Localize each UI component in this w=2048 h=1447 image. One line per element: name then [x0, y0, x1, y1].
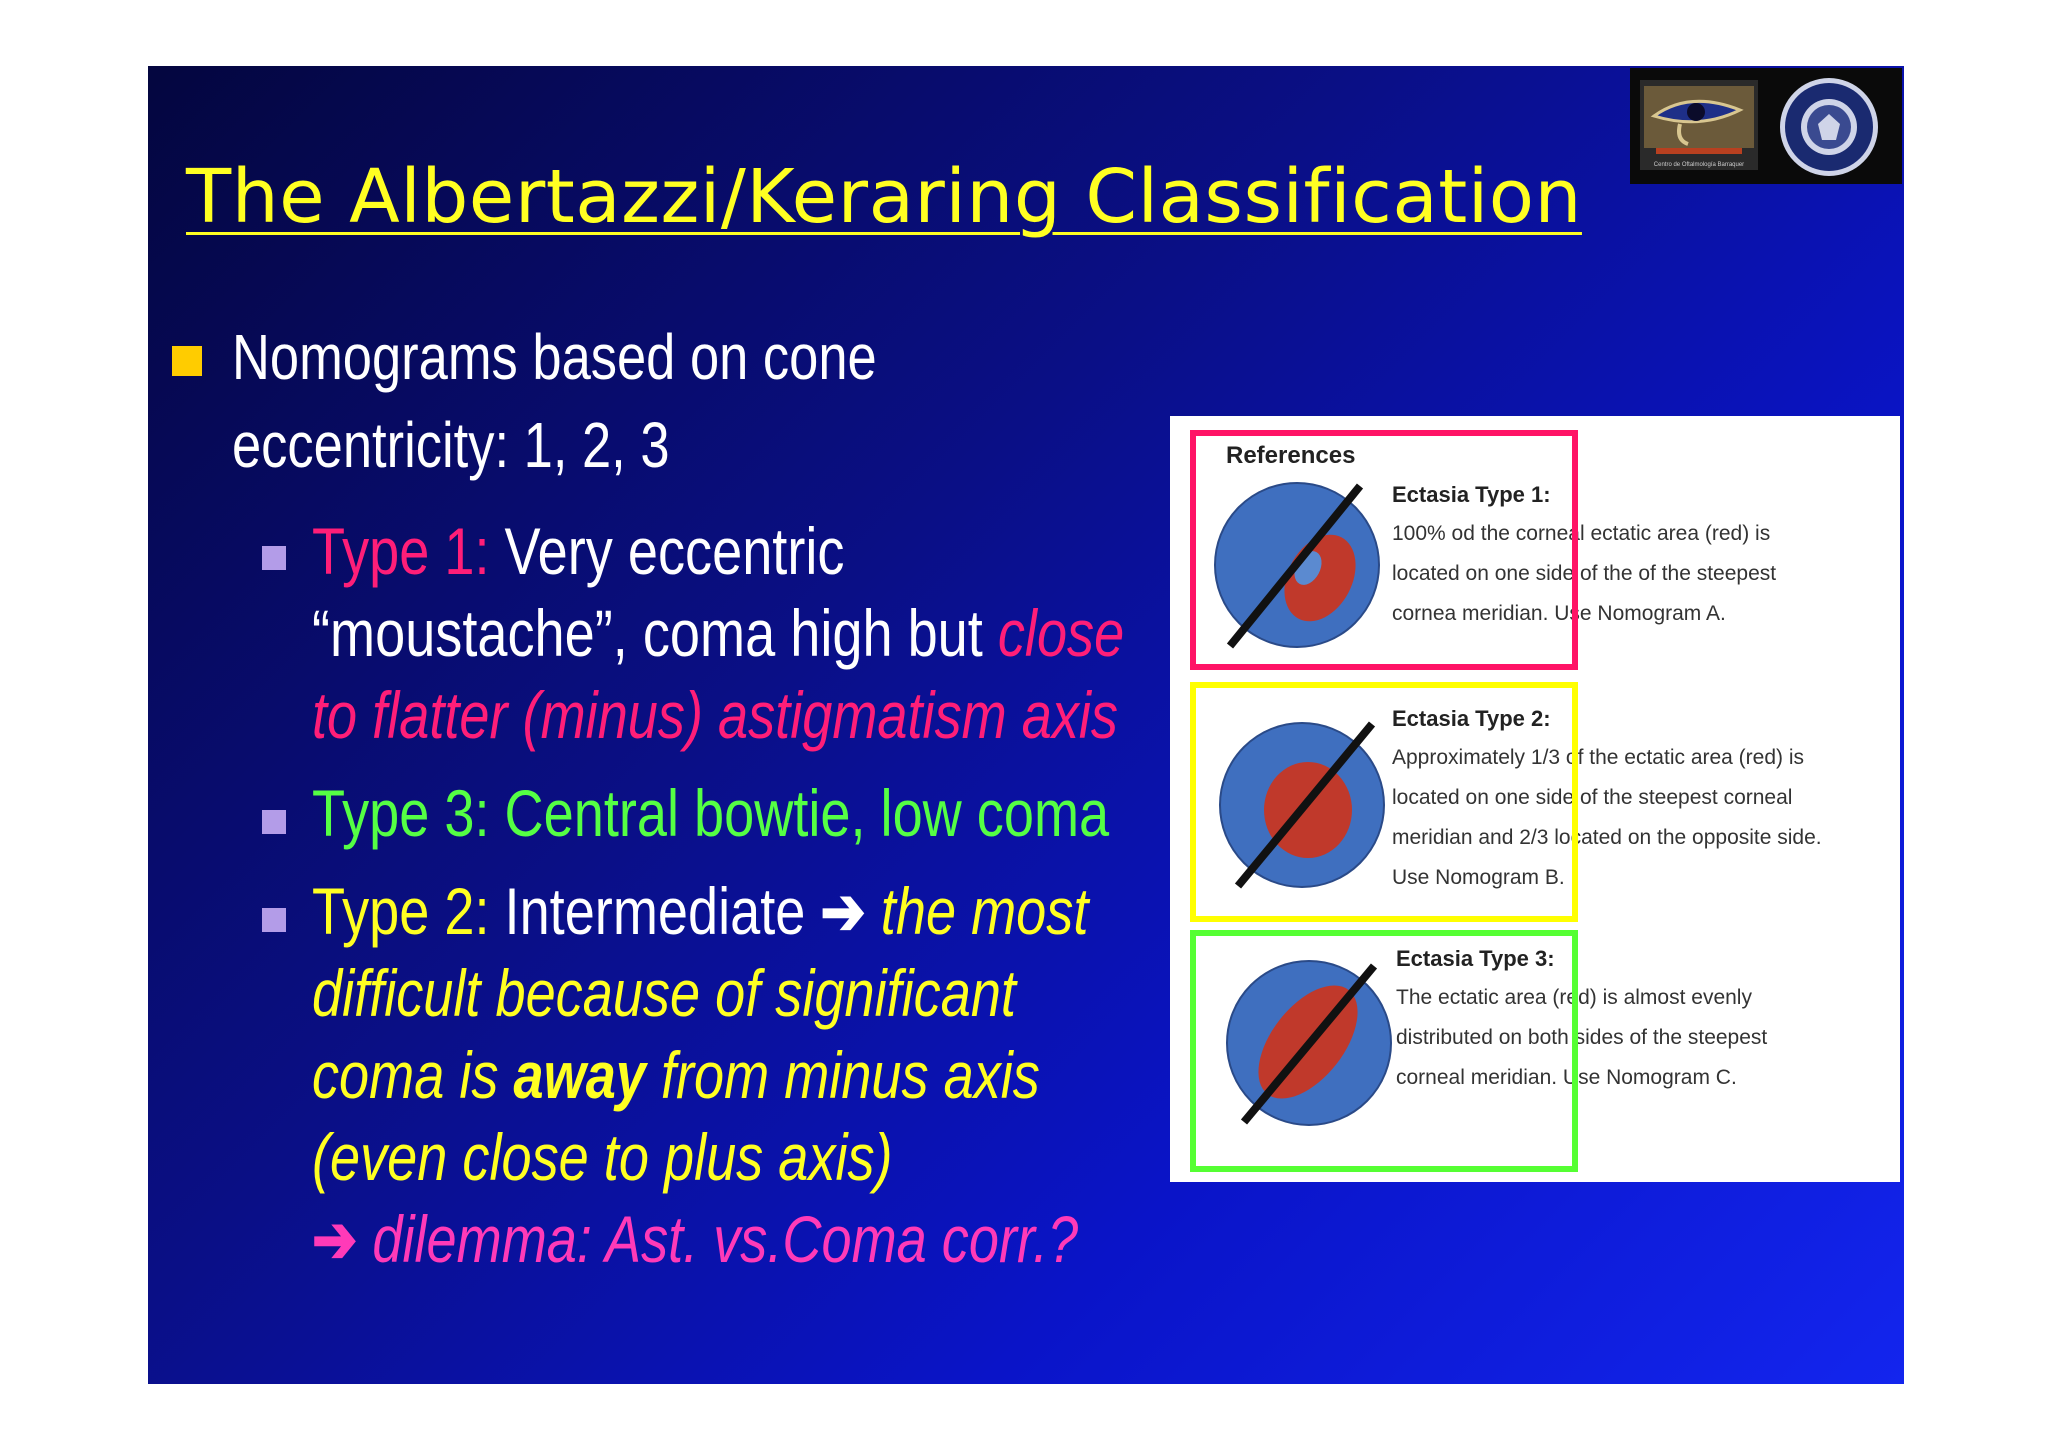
type1-line1: [312, 510, 844, 592]
ectasia-type2-title: Ectasia Type 2:: [1392, 706, 1551, 731]
type3-label: Type 3:: [312, 776, 490, 850]
slide-title: The Albertazzi/Keraring Classification: [186, 154, 1582, 240]
dilemma-text: dilemma: Ast. vs.Coma corr.?: [357, 1202, 1079, 1276]
type2-line1-b: the most: [865, 874, 1089, 948]
type1-line2: [312, 592, 1124, 674]
ectasia-type3-title: Ectasia Type 3:: [1396, 946, 1555, 971]
instituto-barraquer-seal: [1778, 76, 1880, 178]
sub-bullet-square-icon: [262, 810, 286, 834]
type1-label: Type 1:: [312, 514, 490, 588]
ectasia-type3-line: distributed on both sides of the steepest: [1396, 1026, 1768, 1049]
slide: [148, 66, 1904, 1384]
arrow-right-icon: ➔: [312, 1202, 358, 1276]
bullet-square-icon: [172, 346, 202, 376]
arrow-right-icon: ➔: [820, 874, 866, 948]
references-heading: References: [1226, 442, 1356, 469]
type1-text: Very eccentric: [489, 514, 845, 588]
ectasia-type2-line: meridian and 2/3 located on the opposite side.: [1392, 826, 1822, 849]
type1-line2-a: “moustache”, coma high but: [312, 596, 998, 670]
ectasia-type2-line: Use Nomogram B.: [1392, 866, 1565, 889]
type1-line3: to flatter (minus) astigmatism axis: [312, 678, 1118, 752]
type2-line1: [312, 870, 1088, 952]
type2-line4: (even close to plus axis): [312, 1120, 893, 1194]
logo-caption: Centro de Oftalmología Barraquer: [1653, 162, 1745, 168]
ectasia-type1-line: 100% od the corneal ectatic area (red) is: [1392, 522, 1771, 545]
ectasia-type1-frame: [1190, 430, 1578, 670]
bullet-nomograms-line1: Nomograms based on cone: [232, 321, 877, 393]
type1-line2-b: close: [997, 596, 1125, 670]
ectasia-type1-title: Ectasia Type 1:: [1392, 482, 1551, 507]
type2-line2: difficult because of significant: [312, 956, 1016, 1030]
sub-bullet-square-icon: [262, 546, 286, 570]
ectasia-type3-line: corneal meridian. Use Nomogram C.: [1396, 1066, 1737, 1089]
ectasia-type3-line: The ectatic area (red) is almost evenly: [1396, 986, 1752, 1009]
references-panel: [1170, 416, 1900, 1182]
ectasia-type2-frame: [1190, 682, 1578, 922]
ectasia-type2-line: Approximately 1/3 of the ectatic area (red) is: [1392, 746, 1805, 769]
type2-line3-b: from minus axis: [645, 1038, 1040, 1112]
logos: [1630, 68, 1902, 184]
type2-line3-a: coma is: [312, 1038, 514, 1112]
sub-bullet-square-icon: [262, 908, 286, 932]
type2-line3-bold: away: [513, 1038, 646, 1112]
eye-of-horus-logo: [1640, 80, 1758, 170]
ectasia-type3-frame: [1190, 930, 1578, 1172]
type2-line3: [312, 1034, 1040, 1116]
dilemma-line: [312, 1198, 1078, 1280]
type2-label: Type 2:: [312, 874, 490, 948]
ectasia-type2-line: located on one side of the steepest corneal: [1392, 786, 1793, 809]
type2-text: Intermediate: [489, 874, 821, 948]
type3-text: Central bowtie, low coma: [489, 776, 1110, 850]
ectasia-type1-line: located on one side of the of the steepest: [1392, 562, 1777, 585]
ectasia-type1-line: cornea meridian. Use Nomogram A.: [1392, 602, 1726, 625]
bullet-nomograms-line2: eccentricity: 1, 2, 3: [232, 409, 670, 481]
type3-line: [312, 772, 1109, 854]
